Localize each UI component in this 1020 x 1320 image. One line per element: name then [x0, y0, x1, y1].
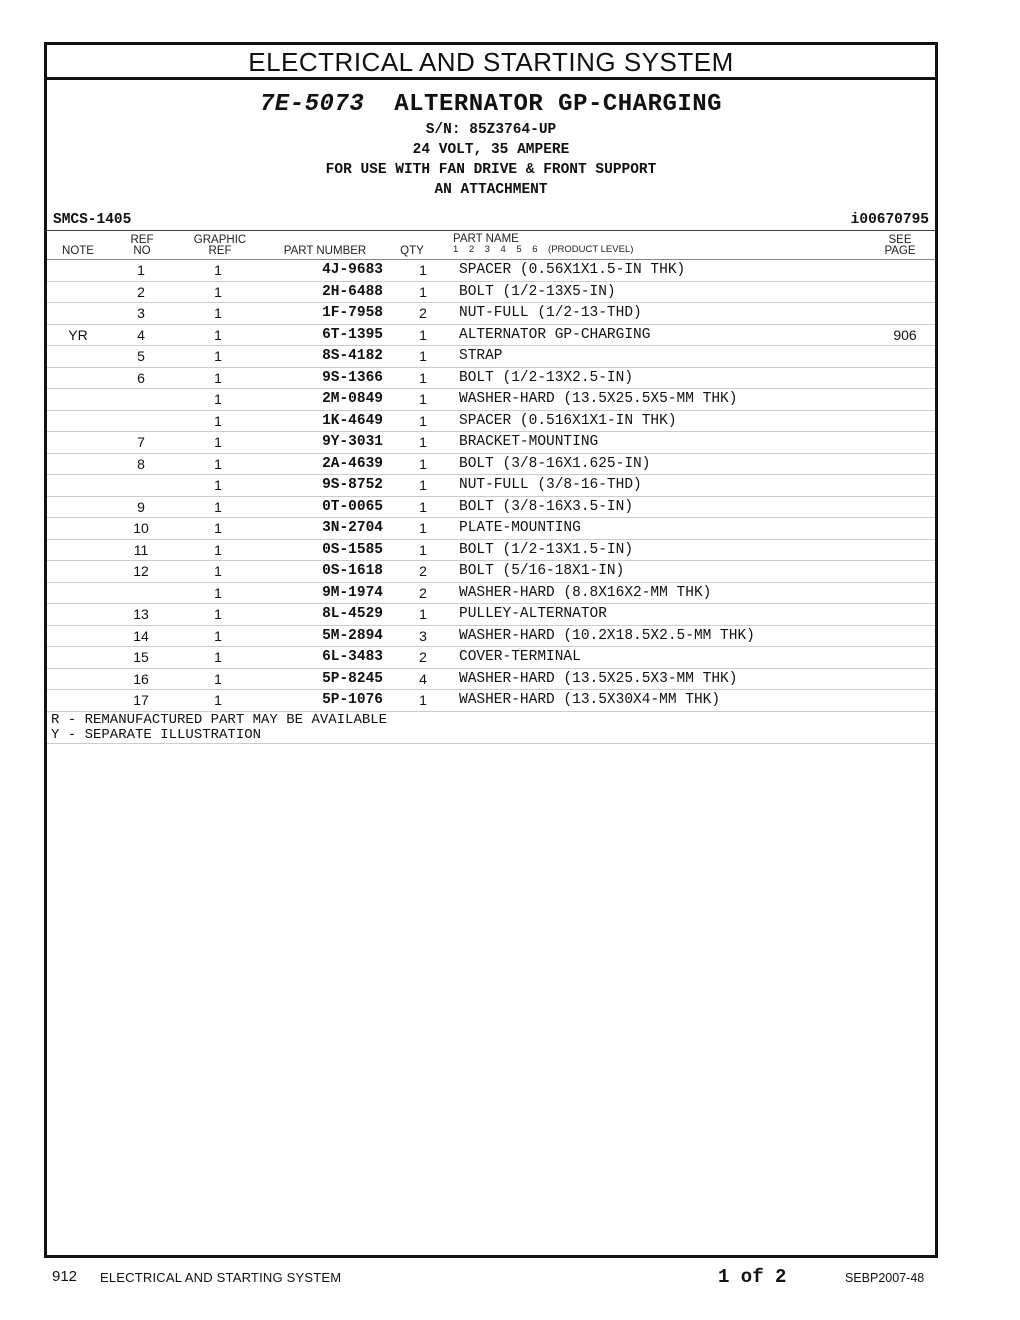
table-row: [47, 260, 935, 281]
note-cell: [47, 690, 109, 712]
table-row: [47, 539, 935, 561]
part-number-cell: 0S-1585: [263, 539, 387, 561]
quantity-cell: 1: [387, 496, 459, 518]
note-cell: [47, 432, 109, 454]
column-header: [47, 231, 935, 260]
part-number-cell: 2H-6488: [263, 281, 387, 303]
col-qty: QTY: [400, 245, 424, 257]
see-page-cell: [875, 496, 935, 518]
sheet-indicator: 1 of 2: [718, 1266, 787, 1288]
table-row: [47, 475, 935, 497]
part-number-cell: 6L-3483: [263, 647, 387, 669]
ref-number-cell: 1: [109, 260, 173, 281]
part-name-cell: WASHER-HARD (13.5X25.5X5-MM THK): [459, 389, 875, 411]
see-page-cell: [875, 582, 935, 604]
col-note: NOTE: [62, 245, 94, 257]
graphic-ref-cell: 1: [173, 668, 263, 690]
part-name-cell: SPACER (0.56X1X1.5-IN THK): [459, 260, 875, 281]
graphic-ref-cell: 1: [173, 690, 263, 712]
part-number-cell: 8L-4529: [263, 604, 387, 626]
graphic-ref-cell: 1: [173, 561, 263, 583]
quantity-cell: 1: [387, 432, 459, 454]
part-name-cell: WASHER-HARD (13.5X25.5X3-MM THK): [459, 668, 875, 690]
ref-number-cell: [109, 582, 173, 604]
section-title: ELECTRICAL AND STARTING SYSTEM: [47, 45, 935, 80]
ref-number-cell: 14: [109, 625, 173, 647]
part-name-cell: BOLT (3/8-16X3.5-IN): [459, 496, 875, 518]
ref-number-cell: 11: [109, 539, 173, 561]
note-cell: [47, 496, 109, 518]
part-number-cell: 2M-0849: [263, 389, 387, 411]
table-row: [47, 625, 935, 647]
see-page-cell: [875, 518, 935, 540]
smcs-code: SMCS-1405: [53, 212, 132, 228]
illustration-id: i00670795: [850, 212, 929, 228]
note-cell: [47, 410, 109, 432]
see-page-cell: [875, 260, 935, 281]
graphic-ref-cell: 1: [173, 303, 263, 325]
quantity-cell: 1: [387, 281, 459, 303]
col-graphic-line2: REF: [208, 245, 232, 257]
table-row: [47, 453, 935, 475]
part-number-cell: 8S-4182: [263, 346, 387, 368]
footer-section: ELECTRICAL AND STARTING SYSTEM: [100, 1270, 342, 1285]
graphic-ref-cell: 1: [173, 625, 263, 647]
part-name-cell: BOLT (3/8-16X1.625-IN): [459, 453, 875, 475]
graphic-ref-cell: 1: [173, 475, 263, 497]
usage-line-1: FOR USE WITH FAN DRIVE & FRONT SUPPORT: [325, 162, 657, 178]
see-page-cell: [875, 561, 935, 583]
part-name-cell: SPACER (0.516X1X1-IN THK): [459, 410, 875, 432]
part-number-cell: 5M-2894: [263, 625, 387, 647]
graphic-ref-cell: 1: [173, 518, 263, 540]
note-cell: [47, 346, 109, 368]
ref-number-cell: 4: [109, 324, 173, 346]
quantity-cell: 1: [387, 389, 459, 411]
quantity-cell: 1: [387, 367, 459, 389]
note-cell: [47, 303, 109, 325]
graphic-ref-cell: 1: [173, 582, 263, 604]
ref-number-cell: 8: [109, 453, 173, 475]
graphic-ref-cell: 1: [173, 539, 263, 561]
graphic-ref-cell: 1: [173, 453, 263, 475]
code-bar: [47, 210, 935, 231]
ref-number-cell: 2: [109, 281, 173, 303]
note-cell: [47, 625, 109, 647]
part-number-cell: 2A-4639: [263, 453, 387, 475]
col-ref-line2: NO: [133, 245, 151, 257]
ref-number-cell: 5: [109, 346, 173, 368]
note-cell: [47, 260, 109, 281]
part-number-cell: 1F-7958: [263, 303, 387, 325]
quantity-cell: 2: [387, 647, 459, 669]
graphic-ref-cell: 1: [173, 346, 263, 368]
quantity-cell: 1: [387, 260, 459, 281]
quantity-cell: 1: [387, 604, 459, 626]
part-number-cell: 5P-1076: [263, 690, 387, 712]
table-row: [47, 647, 935, 669]
part-number-cell: 1K-4649: [263, 410, 387, 432]
rating: 24 VOLT, 35 AMPERE: [412, 142, 570, 158]
ref-number-cell: 12: [109, 561, 173, 583]
group-name: ALTERNATOR GP-CHARGING: [394, 91, 723, 118]
page-number: 912: [52, 1268, 78, 1285]
graphic-ref-cell: 1: [173, 324, 263, 346]
quantity-cell: 3: [387, 625, 459, 647]
col-part-number: PART NUMBER: [283, 245, 367, 257]
see-page-cell: [875, 281, 935, 303]
note-cell: [47, 475, 109, 497]
ref-number-cell: 13: [109, 604, 173, 626]
see-page-cell: [875, 647, 935, 669]
table-row: [47, 389, 935, 411]
part-name-cell: PULLEY-ALTERNATOR: [459, 604, 875, 626]
part-name-cell: BOLT (1/2-13X5-IN): [459, 281, 875, 303]
part-number-cell: 9S-8752: [263, 475, 387, 497]
see-page-cell: [875, 453, 935, 475]
table-row: [47, 561, 935, 583]
col-see-line2: PAGE: [884, 245, 916, 257]
part-name-cell: NUT-FULL (1/2-13-THD): [459, 303, 875, 325]
ref-number-cell: 15: [109, 647, 173, 669]
part-name-cell: BOLT (1/2-13X2.5-IN): [459, 367, 875, 389]
part-number-cell: 9Y-3031: [263, 432, 387, 454]
note-cell: [47, 518, 109, 540]
part-name-cell: WASHER-HARD (8.8X16X2-MM THK): [459, 582, 875, 604]
table-row: [47, 582, 935, 604]
group-part-number: 7E-5073: [259, 91, 365, 118]
legend-line-remanufactured: R - REMANUFACTURED PART MAY BE AVAILABLE: [51, 711, 388, 728]
note-cell: [47, 389, 109, 411]
table-row: [47, 367, 935, 389]
note-cell: [47, 281, 109, 303]
table-row: [47, 346, 935, 368]
table-row: [47, 604, 935, 626]
parts-table: [47, 260, 935, 712]
see-page-cell: [875, 539, 935, 561]
graphic-ref-cell: 1: [173, 389, 263, 411]
legend-line-separate-illustration: Y - SEPARATE ILLUSTRATION: [51, 726, 262, 743]
note-cell: [47, 668, 109, 690]
table-row: [47, 281, 935, 303]
note-cell: [47, 453, 109, 475]
table-row: [47, 496, 935, 518]
ref-number-cell: 3: [109, 303, 173, 325]
col-see-line1: SEE: [888, 234, 912, 246]
see-page-cell: [875, 432, 935, 454]
ref-number-cell: 10: [109, 518, 173, 540]
part-name-cell: COVER-TERMINAL: [459, 647, 875, 669]
quantity-cell: 2: [387, 303, 459, 325]
graphic-ref-cell: 1: [173, 367, 263, 389]
table-row: [47, 690, 935, 712]
part-name-cell: WASHER-HARD (10.2X18.5X2.5-MM THK): [459, 625, 875, 647]
part-name-cell: BRACKET-MOUNTING: [459, 432, 875, 454]
see-page-cell: [875, 410, 935, 432]
quantity-cell: 1: [387, 690, 459, 712]
ref-number-cell: [109, 389, 173, 411]
graphic-ref-cell: 1: [173, 496, 263, 518]
graphic-ref-cell: 1: [173, 410, 263, 432]
ref-number-cell: [109, 475, 173, 497]
see-page-cell: [875, 668, 935, 690]
part-name-cell: ALTERNATOR GP-CHARGING: [459, 324, 875, 346]
quantity-cell: 1: [387, 539, 459, 561]
see-page-cell: [875, 346, 935, 368]
quantity-cell: 1: [387, 324, 459, 346]
part-name-cell: WASHER-HARD (13.5X30X4-MM THK): [459, 690, 875, 712]
graphic-ref-cell: 1: [173, 604, 263, 626]
table-row: [47, 668, 935, 690]
quantity-cell: 1: [387, 453, 459, 475]
part-name-cell: BOLT (1/2-13X1.5-IN): [459, 539, 875, 561]
part-number-cell: 5P-8245: [263, 668, 387, 690]
part-name-cell: PLATE-MOUNTING: [459, 518, 875, 540]
ref-number-cell: 17: [109, 690, 173, 712]
part-number-cell: 0T-0065: [263, 496, 387, 518]
ref-number-cell: 9: [109, 496, 173, 518]
part-number-cell: 9M-1974: [263, 582, 387, 604]
ref-number-cell: 6: [109, 367, 173, 389]
see-page-cell: [875, 389, 935, 411]
page-frame: [44, 42, 938, 1258]
quantity-cell: 1: [387, 518, 459, 540]
group-title: [47, 90, 935, 120]
part-number-cell: 3N-2704: [263, 518, 387, 540]
page-footer: [0, 1266, 1020, 1290]
part-number-cell: 4J-9683: [263, 260, 387, 281]
serial-range: S/N: 85Z3764-UP: [425, 122, 557, 138]
see-page-cell: [875, 303, 935, 325]
see-page-cell: [875, 367, 935, 389]
quantity-cell: 2: [387, 561, 459, 583]
graphic-ref-cell: 1: [173, 260, 263, 281]
note-cell: [47, 582, 109, 604]
legend: [47, 712, 935, 744]
part-number-cell: 6T-1395: [263, 324, 387, 346]
note-cell: [47, 539, 109, 561]
part-number-cell: 9S-1366: [263, 367, 387, 389]
quantity-cell: 2: [387, 582, 459, 604]
quantity-cell: 1: [387, 410, 459, 432]
ref-number-cell: 16: [109, 668, 173, 690]
ref-number-cell: [109, 410, 173, 432]
quantity-cell: 4: [387, 668, 459, 690]
col-ref-line1: REF: [130, 234, 154, 246]
note-cell: [47, 367, 109, 389]
quantity-cell: 1: [387, 475, 459, 497]
table-row: [47, 410, 935, 432]
graphic-ref-cell: 1: [173, 432, 263, 454]
see-page-cell: [875, 625, 935, 647]
col-part-name-line1: PART NAME: [453, 233, 519, 245]
graphic-ref-cell: 1: [173, 647, 263, 669]
note-cell: [47, 561, 109, 583]
note-cell: [47, 604, 109, 626]
see-page-cell: [875, 604, 935, 626]
see-page-cell: [875, 475, 935, 497]
part-name-cell: NUT-FULL (3/8-16-THD): [459, 475, 875, 497]
group-header: [47, 80, 935, 200]
note-cell: [47, 647, 109, 669]
note-cell: YR: [47, 324, 109, 346]
table-row: [47, 432, 935, 454]
see-page-cell: 906: [875, 324, 935, 346]
table-row: [47, 324, 935, 346]
graphic-ref-cell: 1: [173, 281, 263, 303]
part-name-cell: STRAP: [459, 346, 875, 368]
table-row: [47, 303, 935, 325]
col-product-level: 1 2 3 4 5 6 (PRODUCT LEVEL): [453, 244, 634, 255]
part-number-cell: 0S-1618: [263, 561, 387, 583]
table-row: [47, 518, 935, 540]
see-page-cell: [875, 690, 935, 712]
col-graphic-line1: GRAPHIC: [193, 234, 247, 246]
quantity-cell: 1: [387, 346, 459, 368]
document-number: SEBP2007-48: [845, 1271, 925, 1285]
part-name-cell: BOLT (5/16-18X1-IN): [459, 561, 875, 583]
ref-number-cell: 7: [109, 432, 173, 454]
usage-line-2: AN ATTACHMENT: [434, 182, 548, 198]
